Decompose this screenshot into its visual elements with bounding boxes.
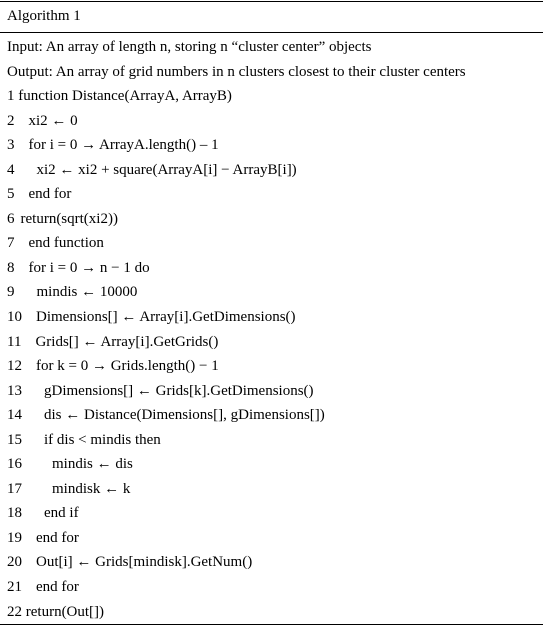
line-number: 16 bbox=[7, 456, 22, 473]
line-code: end for bbox=[28, 186, 72, 203]
code-line-14 bbox=[7, 403, 539, 428]
line-code: return(sqrt(xi2)) bbox=[20, 210, 118, 227]
line-number: 11 bbox=[7, 333, 22, 350]
line-code: end for bbox=[36, 529, 79, 546]
code-line-9 bbox=[7, 280, 539, 305]
line-number: 14 bbox=[7, 407, 22, 424]
bottom-rule bbox=[0, 624, 543, 625]
line-code: end for bbox=[36, 579, 79, 596]
line-code: if dis < mindis then bbox=[44, 431, 161, 448]
input-line: Input: An array of length n, storing n “cluster center” objects bbox=[7, 39, 372, 55]
code-line-19 bbox=[7, 526, 539, 551]
line-code: dis ← Distance(Dimensions[], gDimensions[]) bbox=[44, 407, 325, 424]
line-number: 2 bbox=[7, 112, 15, 129]
header-rule bbox=[0, 32, 543, 33]
line-number: 13 bbox=[7, 382, 22, 399]
output-line: Output: An array of grid numbers in n clusters closest to their cluster centers bbox=[7, 63, 466, 80]
line-number: 3 bbox=[7, 137, 15, 154]
line-number: 20 bbox=[7, 554, 22, 571]
line-code: mindisk ← k bbox=[52, 480, 131, 497]
code-line-15 bbox=[7, 428, 539, 453]
line-number: 7 bbox=[7, 235, 15, 252]
code-line-12 bbox=[7, 354, 539, 379]
line-number: 4 bbox=[7, 161, 15, 178]
line-code: end function bbox=[28, 235, 104, 252]
line-number: 1 bbox=[7, 88, 15, 105]
line-code: mindis ← 10000 bbox=[36, 284, 138, 301]
line-code: for k = 0 → Grids.length() − 1 bbox=[36, 358, 219, 375]
line-code: xi2 ← 0 bbox=[28, 112, 78, 129]
code-line-1 bbox=[7, 84, 539, 109]
top-rule bbox=[0, 1, 543, 2]
algorithm-title: Algorithm 1 bbox=[7, 8, 81, 24]
line-number: 18 bbox=[7, 505, 22, 522]
line-number: 9 bbox=[7, 284, 15, 301]
code-line-21 bbox=[7, 575, 539, 600]
line-number: 10 bbox=[7, 309, 22, 326]
line-code: Out[i] ← Grids[mindisk].GetNum() bbox=[36, 554, 253, 571]
line-code: for i = 0 → n − 1 do bbox=[28, 259, 150, 276]
line-code: gDimensions[] ← Grids[k].GetDimensions() bbox=[44, 382, 314, 399]
line-code: mindis ← dis bbox=[52, 456, 133, 473]
code-line-10 bbox=[7, 305, 539, 330]
code-line-18 bbox=[7, 501, 539, 526]
line-number: 22 bbox=[7, 603, 22, 620]
line-code: return(Out[]) bbox=[25, 603, 105, 620]
line-number: 19 bbox=[7, 529, 22, 546]
line-number: 5 bbox=[7, 186, 15, 203]
code-line-4 bbox=[7, 158, 539, 183]
code-line-11 bbox=[7, 330, 539, 355]
code-line-20 bbox=[7, 550, 539, 575]
line-number: 21 bbox=[7, 579, 22, 596]
line-number: 6 bbox=[7, 210, 15, 227]
code-line-17 bbox=[7, 477, 539, 502]
code-line-3 bbox=[7, 133, 539, 158]
code-line-8 bbox=[7, 256, 539, 281]
code-line-16 bbox=[7, 452, 539, 477]
code-line-5 bbox=[7, 182, 539, 207]
code-line-13 bbox=[7, 379, 539, 404]
line-code: for i = 0 → ArrayA.length() – 1 bbox=[28, 137, 219, 154]
line-code: function Distance(ArrayA, ArrayB) bbox=[18, 88, 232, 105]
line-number: 17 bbox=[7, 480, 22, 497]
line-code: end if bbox=[44, 505, 79, 522]
line-code: Grids[] ← Array[i].GetGrids() bbox=[35, 333, 219, 350]
line-number: 15 bbox=[7, 431, 22, 448]
code-line-7 bbox=[7, 231, 539, 256]
code-line-2 bbox=[7, 109, 539, 134]
line-number: 12 bbox=[7, 358, 22, 375]
code-line-22 bbox=[7, 600, 539, 625]
line-code: xi2 ← xi2 + square(ArrayA[i] − ArrayB[i]) bbox=[36, 161, 297, 178]
line-code: Dimensions[] ← Array[i].GetDimensions() bbox=[36, 309, 296, 326]
code-line-6 bbox=[7, 207, 539, 232]
line-number: 8 bbox=[7, 259, 15, 276]
algorithm-body bbox=[7, 35, 539, 624]
